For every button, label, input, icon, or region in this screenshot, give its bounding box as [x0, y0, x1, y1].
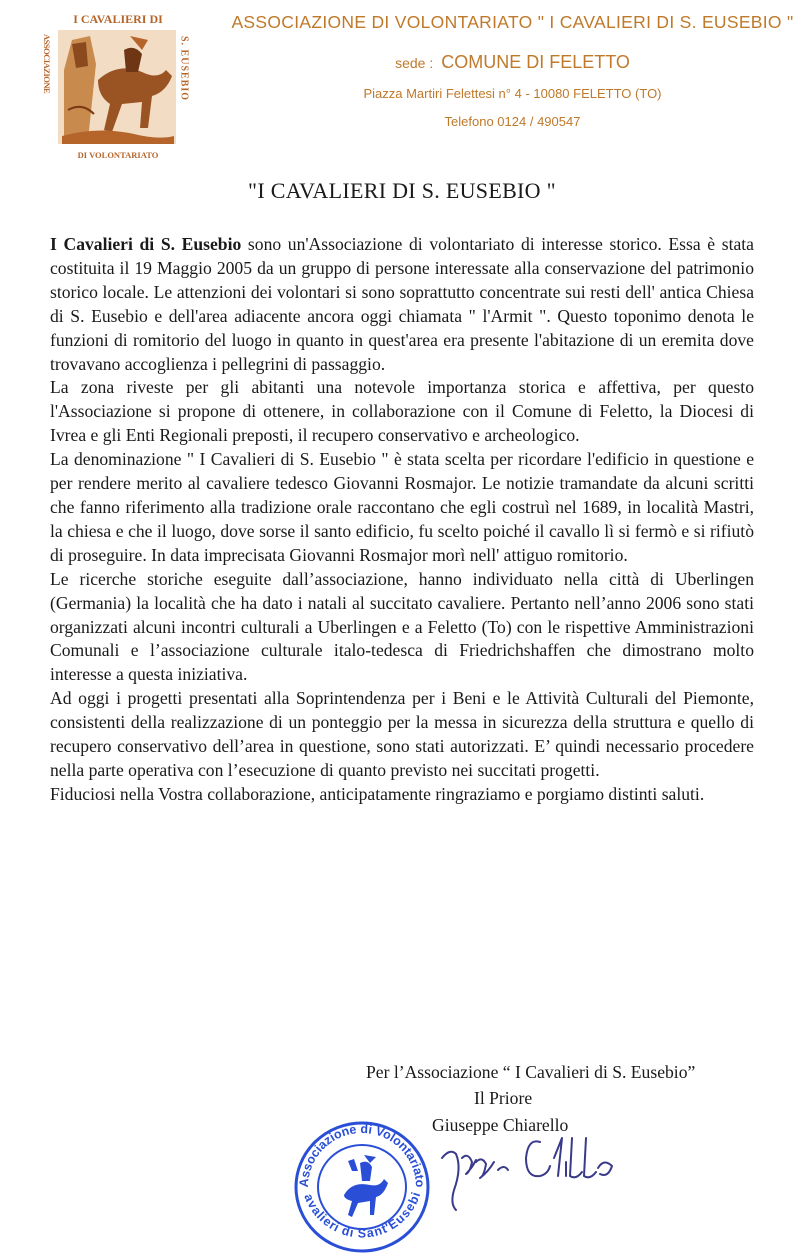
logo-top-text: I CAVALIERI DI: [73, 12, 163, 26]
document-body: [50, 233, 754, 807]
association-stamp: [290, 1115, 435, 1253]
letterhead: [230, 12, 795, 129]
logo-bottom-text: DI VOLONTARIATO: [77, 150, 159, 160]
paragraph-2: La zona riveste per gli abitanti una notevole importanza storica e affettiva, per questo l'Associazione si propone di ottenere, in collaborazione con il Comune di Feletto, la Diocesi di Ivrea e gli Enti Regionali preposti, il recupero conservativo e archeologico.: [50, 377, 754, 446]
seat-line: [230, 52, 795, 73]
paragraph-1: [50, 233, 754, 376]
stamp-bottom-text: avalieri di Sant'Eusebi: [301, 1190, 424, 1241]
signature-role: Il Priore: [474, 1088, 533, 1108]
paragraph-4: Le ricerche storiche eseguite dall’associazione, hanno individuato nella città di Uberlingen (Germania) la località che ha dato i natali al succitato cavaliere. Pertanto nell’anno 2006 sono stati organizzati alcuni incontri culturali a Uberlingen e a Feletto (To) con le rispettive Amministrazioni Comunali e l’associazione culturale italo-tedesca di Friedrichshaffen che dimostrano molto interesse a questa iniziativa.: [50, 568, 754, 685]
signatory-name: Giuseppe Chiarello: [432, 1115, 569, 1135]
document-title: "I CAVALIERI DI S. EUSEBIO ": [248, 178, 556, 203]
stamp-graphic: [290, 1115, 435, 1253]
knight-on-horse-illustration: [58, 30, 176, 144]
address: Piazza Martiri Felettesi n° 4 - 10080 FELETTO (TO): [363, 86, 662, 101]
seat-label: sede :: [395, 55, 434, 71]
paragraph-1-text: sono un'Associazione di volontariato di interesse storico. Essa è stata costituita il 19 Maggio 2005 da un gruppo di persone interessate alla conservazione del patrimonio storico locale. Le attenzioni dei volontari si sono soprattutto concentrate sui resti dell' antica Chiesa di S. Eusebio e dell'area adiacente ancora oggi chiamata " l'Armit ". Questo toponimo denota le funzioni di romitorio del luogo in quanto in quest'area era presente l'abitazione di un eremita dove trovavano accoglienza i pellegrini di passaggio.: [50, 234, 754, 374]
paragraph-6: Fiduciosi nella Vostra collaborazione, anticipatamente ringraziamo e porgiamo distinti saluti.: [50, 783, 705, 804]
paragraph-1-bold: I Cavalieri di S. Eusebio: [50, 234, 242, 254]
signature-association-line: Per l’Associazione “ I Cavalieri di S. Eusebio”: [366, 1062, 696, 1082]
association-logo: [38, 10, 198, 160]
logo-graphic: [38, 10, 198, 160]
signature-graphic: [436, 1118, 636, 1218]
logo-right-text: S. EUSEBIO: [178, 36, 190, 102]
phone-number: Telefono 0124 / 490547: [444, 114, 581, 129]
paragraph-5: Ad oggi i progetti presentati alla Soprintendenza per i Beni e le Attività Culturali del Piemonte, consistenti della realizzazione di un ponteggio per la messa in sicurezza della struttura e quello di recupero conservativo dell’area in questione, sono stati autorizzati. E’ quindi necessario procedere nella parte operativa con l’esecuzione di quanto previsto nei succitati progetti.: [50, 688, 754, 780]
stamp-knight-icon: [344, 1155, 388, 1217]
seat-value: COMUNE DI FELETTO: [441, 52, 630, 72]
organization-name: ASSOCIAZIONE DI VOLONTARIATO " I CAVALIERI DI S. EUSEBIO ": [231, 12, 794, 32]
paragraph-3: La denominazione " I Cavalieri di S. Eusebio " è stata scelta per ricordare l'edificio in questione e per rendere merito al cavaliere tedesco Giovanni Rosmajor. Le notizie tramandate da alcuni scritti che fanno riferimento alla tradizione orale raccontano che egli costruì nel 1689, in località Mastri, la chiesa e che il luogo, dove sorse il santo edificio, fu scelto poiché il cavallo lì si fermò e si rifiutò di proseguire. In data imprecisata Giovanni Rosmajor morì nell' attiguo romitorio.: [50, 449, 754, 565]
logo-left-text: ASSOCIAZIONE: [42, 34, 52, 94]
stamp-top-text: Associazione di Volontariato: [296, 1121, 428, 1188]
handwritten-signature: [436, 1118, 636, 1218]
